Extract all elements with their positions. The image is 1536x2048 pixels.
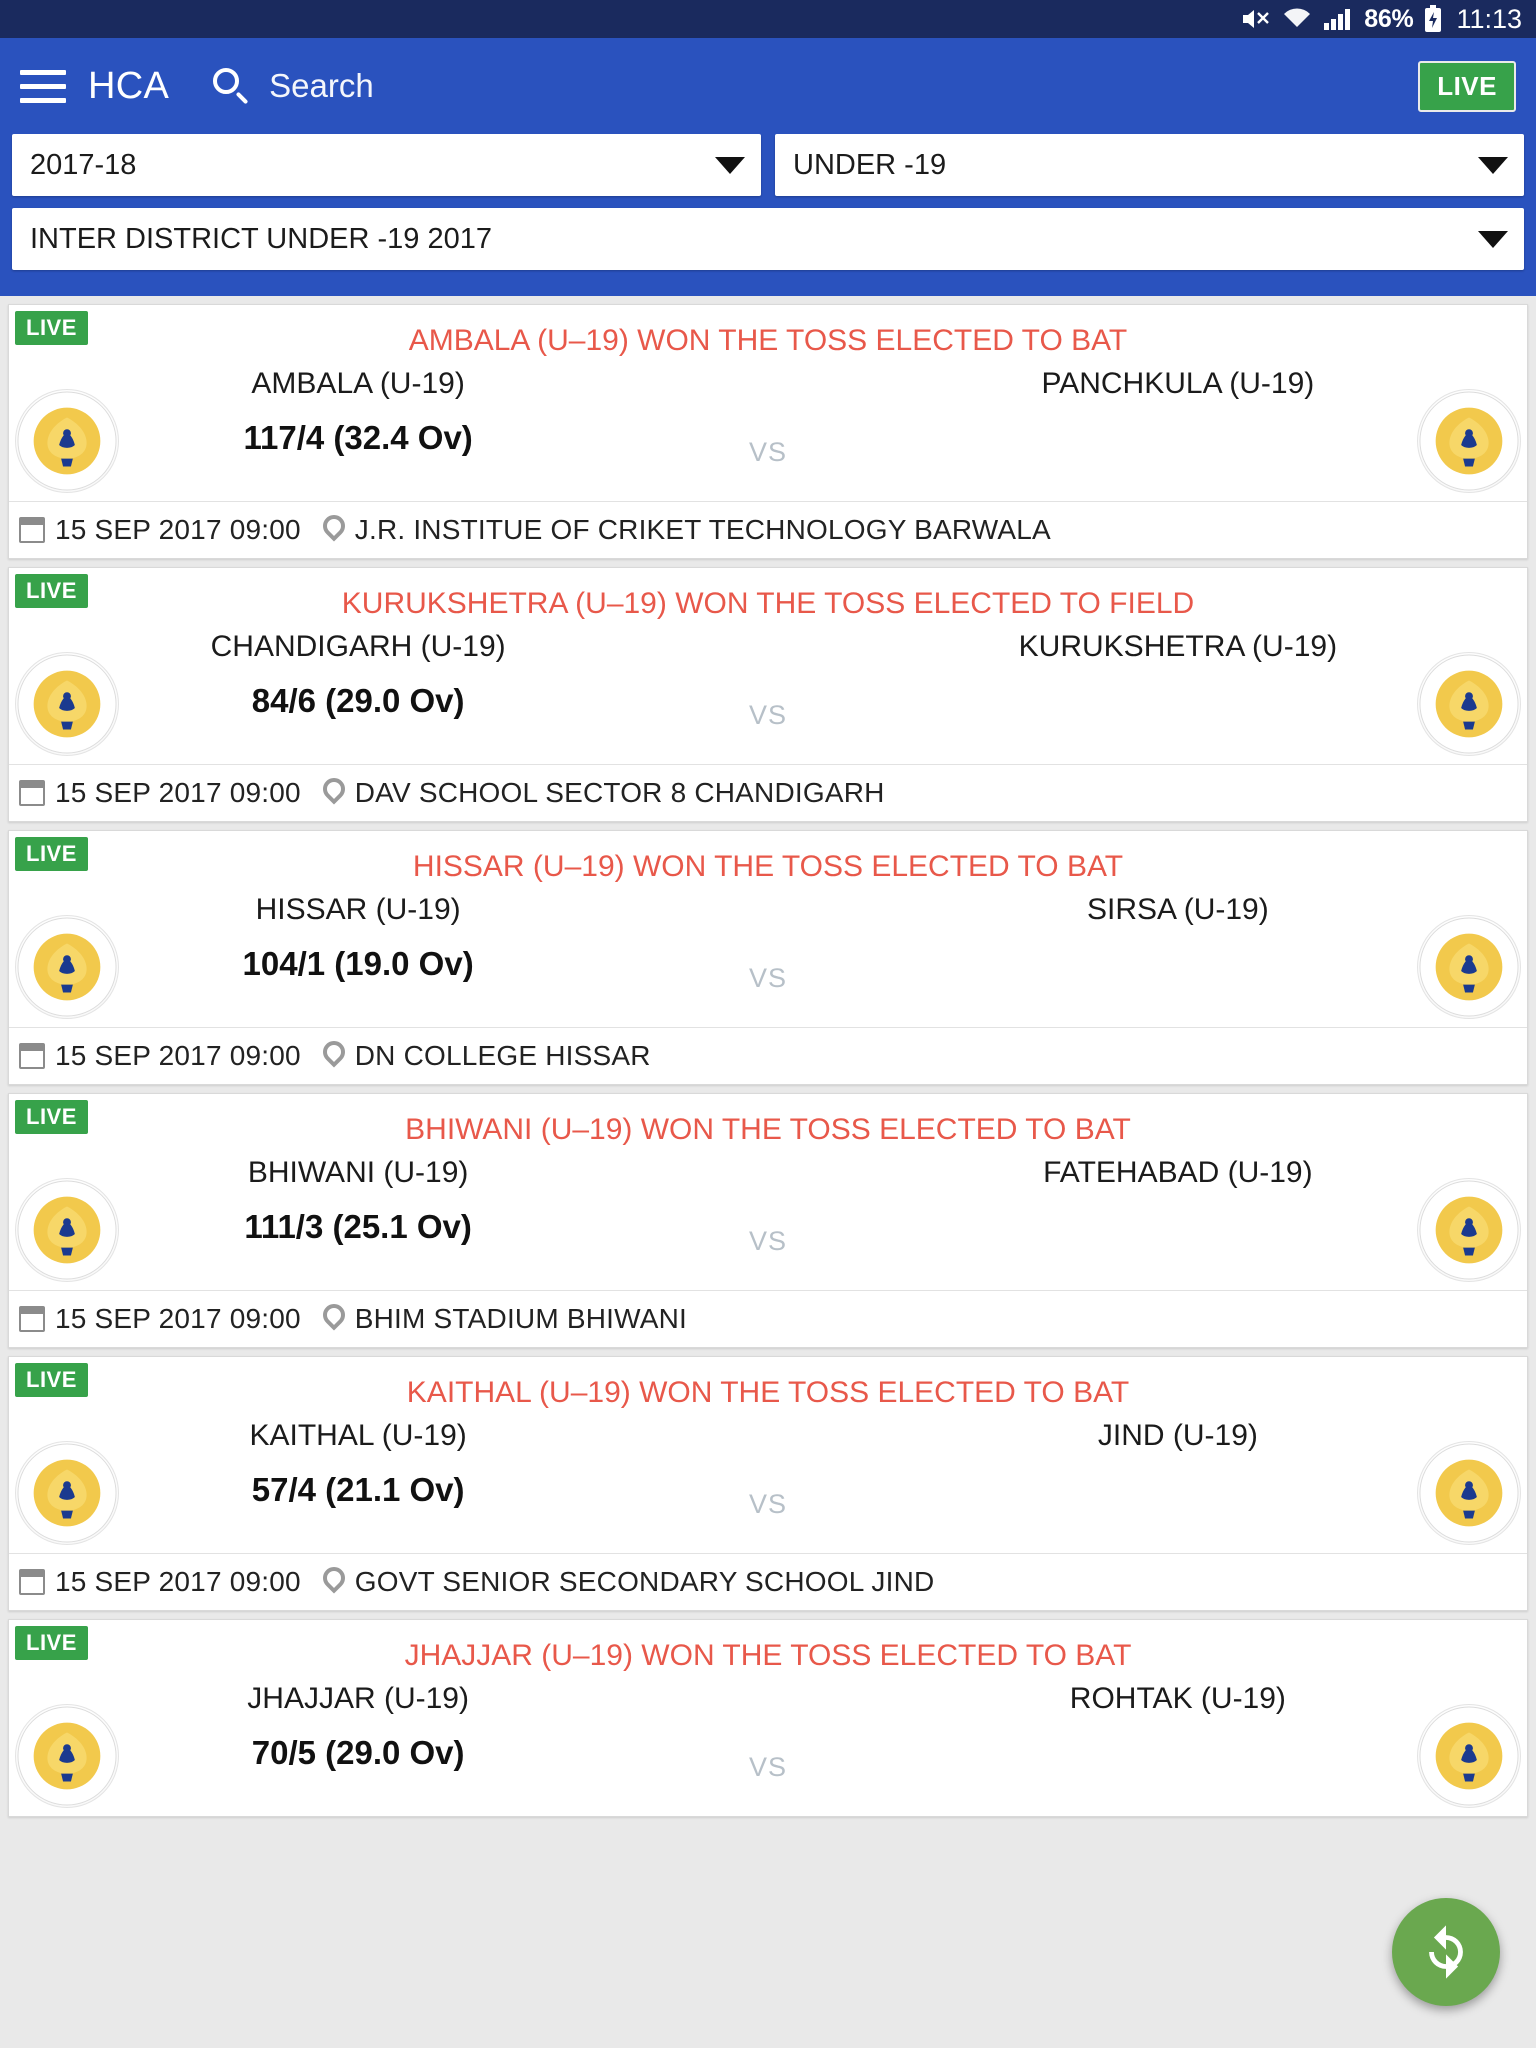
- vs-label: VS: [748, 1752, 788, 1782]
- live-button[interactable]: LIVE: [1418, 61, 1516, 112]
- match-list: [0, 304, 1536, 1817]
- toss-result: BHIWANI (U–19) WON THE TOSS ELECTED TO BAT: [405, 1113, 1131, 1146]
- match-card[interactable]: [8, 567, 1528, 822]
- location-pin-icon: [323, 1567, 345, 1597]
- team-row: [9, 359, 1527, 467]
- team-home-name: KAITHAL (U-19): [249, 1419, 467, 1452]
- team-home-logo: [15, 652, 119, 756]
- wifi-icon: [1282, 7, 1312, 31]
- match-summary: [9, 1094, 1527, 1290]
- team-home-score: 117/4 (32.4 Ov): [243, 419, 473, 456]
- team-home-logo: [15, 389, 119, 493]
- match-date: 15 SEP 2017 09:00: [55, 1566, 301, 1597]
- team-home-score: 104/1 (19.0 Ov): [242, 945, 474, 982]
- live-status-badge: LIVE: [15, 1363, 88, 1397]
- hca-logo-icon: [16, 1179, 118, 1281]
- season-select-value: 2017-18: [30, 148, 137, 181]
- match-venue: J.R. INSTITUE OF CRIKET TECHNOLOGY BARWALA: [354, 514, 1051, 545]
- toss-result: JHAJJAR (U–19) WON THE TOSS ELECTED TO BAT: [404, 1639, 1132, 1672]
- match-date: 15 SEP 2017 09:00: [55, 1303, 301, 1334]
- team-away-logo: [1417, 652, 1521, 756]
- search-input[interactable]: Search: [269, 67, 374, 104]
- category-select-value: UNDER -19: [793, 148, 947, 181]
- team-away-name: ROHTAK (U-19): [1069, 1682, 1286, 1715]
- season-select[interactable]: [12, 134, 761, 196]
- match-date: 15 SEP 2017 09:00: [55, 777, 301, 808]
- live-status-badge: LIVE: [15, 1626, 88, 1660]
- hca-logo-icon: [16, 1705, 118, 1807]
- team-row: [9, 1148, 1527, 1256]
- app-title: HCA: [88, 64, 170, 107]
- team-away-name: KURUKSHETRA (U-19): [1018, 630, 1338, 663]
- team-row: [9, 1411, 1527, 1519]
- team-home-name: AMBALA (U-19): [251, 367, 465, 400]
- team-home-logo: [15, 1178, 119, 1282]
- vs-label: VS: [748, 700, 788, 730]
- toss-result: HISSAR (U–19) WON THE TOSS ELECTED TO BAT: [412, 850, 1124, 883]
- team-away-name: SIRSA (U-19): [1087, 893, 1269, 926]
- match-card[interactable]: [8, 1619, 1528, 1817]
- calendar-icon: [19, 1043, 45, 1069]
- match-date: 15 SEP 2017 09:00: [55, 514, 301, 545]
- team-away-logo: [1417, 389, 1521, 493]
- search-icon[interactable]: [211, 66, 251, 106]
- hca-logo-icon: [1418, 916, 1520, 1018]
- match-meta: [9, 1290, 1527, 1347]
- match-meta: [9, 501, 1527, 558]
- chevron-down-icon: [1478, 231, 1508, 248]
- status-bar: [0, 0, 1536, 38]
- match-summary: [9, 305, 1527, 501]
- mute-icon: [1241, 6, 1271, 32]
- calendar-icon: [19, 780, 45, 806]
- team-away-name: JIND (U-19): [1097, 1419, 1258, 1452]
- team-home-score: 111/3 (25.1 Ov): [244, 1208, 472, 1245]
- match-card[interactable]: [8, 304, 1528, 559]
- chevron-down-icon: [1478, 157, 1508, 174]
- team-away-logo: [1417, 915, 1521, 1019]
- team-row: [9, 622, 1527, 730]
- match-card[interactable]: [8, 1356, 1528, 1611]
- match-summary: [9, 1620, 1527, 1816]
- team-row: [9, 1674, 1527, 1782]
- calendar-icon: [19, 1569, 45, 1595]
- vs-label: VS: [748, 963, 788, 993]
- team-home-logo: [15, 1441, 119, 1545]
- hca-logo-icon: [1418, 1442, 1520, 1544]
- match-summary: [9, 568, 1527, 764]
- team-home-score: 57/4 (21.1 Ov): [251, 1471, 465, 1508]
- match-summary: [9, 831, 1527, 1027]
- location-pin-icon: [323, 1041, 345, 1071]
- team-away-name: PANCHKULA (U-19): [1041, 367, 1315, 400]
- clock: 11:13: [1456, 3, 1522, 34]
- team-away-logo: [1417, 1441, 1521, 1545]
- toss-result: KURUKSHETRA (U–19) WON THE TOSS ELECTED TO FIELD: [341, 587, 1195, 620]
- calendar-icon: [19, 517, 45, 543]
- menu-icon[interactable]: [20, 70, 66, 103]
- refresh-icon: [1417, 1923, 1475, 1981]
- refresh-fab[interactable]: [1392, 1898, 1500, 2006]
- toss-result: KAITHAL (U–19) WON THE TOSS ELECTED TO BAT: [406, 1376, 1130, 1409]
- hca-logo-icon: [1418, 390, 1520, 492]
- match-date: 15 SEP 2017 09:00: [55, 1040, 301, 1071]
- battery-percent: 86%: [1364, 4, 1414, 33]
- vs-label: VS: [748, 1226, 788, 1256]
- hca-logo-icon: [16, 653, 118, 755]
- team-home-name: HISSAR (U-19): [255, 893, 461, 926]
- live-status-badge: LIVE: [15, 574, 88, 608]
- signal-icon: [1323, 7, 1353, 31]
- team-home-name: BHIWANI (U-19): [247, 1156, 469, 1189]
- calendar-icon: [19, 1306, 45, 1332]
- live-status-badge: LIVE: [15, 837, 88, 871]
- location-pin-icon: [323, 515, 345, 545]
- team-away-name: FATEHABAD (U-19): [1043, 1156, 1313, 1189]
- team-home-logo: [15, 1704, 119, 1808]
- live-status-badge: LIVE: [15, 1100, 88, 1134]
- hca-logo-icon: [1418, 1705, 1520, 1807]
- location-pin-icon: [323, 1304, 345, 1334]
- match-summary: [9, 1357, 1527, 1553]
- team-home-logo: [15, 915, 119, 1019]
- hca-logo-icon: [1418, 1179, 1520, 1281]
- battery-icon: [1424, 5, 1442, 33]
- match-card[interactable]: [8, 830, 1528, 1085]
- match-venue: BHIM STADIUM BHIWANI: [354, 1303, 687, 1334]
- team-row: [9, 885, 1527, 993]
- location-pin-icon: [323, 778, 345, 808]
- match-meta: [9, 764, 1527, 821]
- live-status-badge: LIVE: [15, 311, 88, 345]
- app-bar: [0, 38, 1536, 134]
- filter-bar: [0, 134, 1536, 296]
- match-venue: GOVT SENIOR SECONDARY SCHOOL JIND: [354, 1566, 935, 1597]
- match-meta: [9, 1553, 1527, 1610]
- toss-result: AMBALA (U–19) WON THE TOSS ELECTED TO BAT: [408, 324, 1128, 357]
- chevron-down-icon: [715, 157, 745, 174]
- hca-logo-icon: [16, 1442, 118, 1544]
- tournament-select-value: INTER DISTRICT UNDER -19 2017: [30, 222, 492, 255]
- match-meta: [9, 1027, 1527, 1084]
- team-home-name: JHAJJAR (U-19): [247, 1682, 469, 1715]
- team-home-score: 84/6 (29.0 Ov): [251, 682, 465, 719]
- vs-label: VS: [748, 437, 788, 467]
- hca-logo-icon: [16, 916, 118, 1018]
- category-select[interactable]: [775, 134, 1524, 196]
- team-home-name: CHANDIGARH (U-19): [210, 630, 506, 663]
- match-venue: DN COLLEGE HISSAR: [354, 1040, 651, 1071]
- team-home-score: 70/5 (29.0 Ov): [251, 1734, 465, 1771]
- tournament-select[interactable]: [12, 208, 1524, 270]
- hca-logo-icon: [16, 390, 118, 492]
- match-venue: DAV SCHOOL SECTOR 8 CHANDIGARH: [354, 777, 885, 808]
- vs-label: VS: [748, 1489, 788, 1519]
- team-away-logo: [1417, 1178, 1521, 1282]
- hca-logo-icon: [1418, 653, 1520, 755]
- match-card[interactable]: [8, 1093, 1528, 1348]
- team-away-logo: [1417, 1704, 1521, 1808]
